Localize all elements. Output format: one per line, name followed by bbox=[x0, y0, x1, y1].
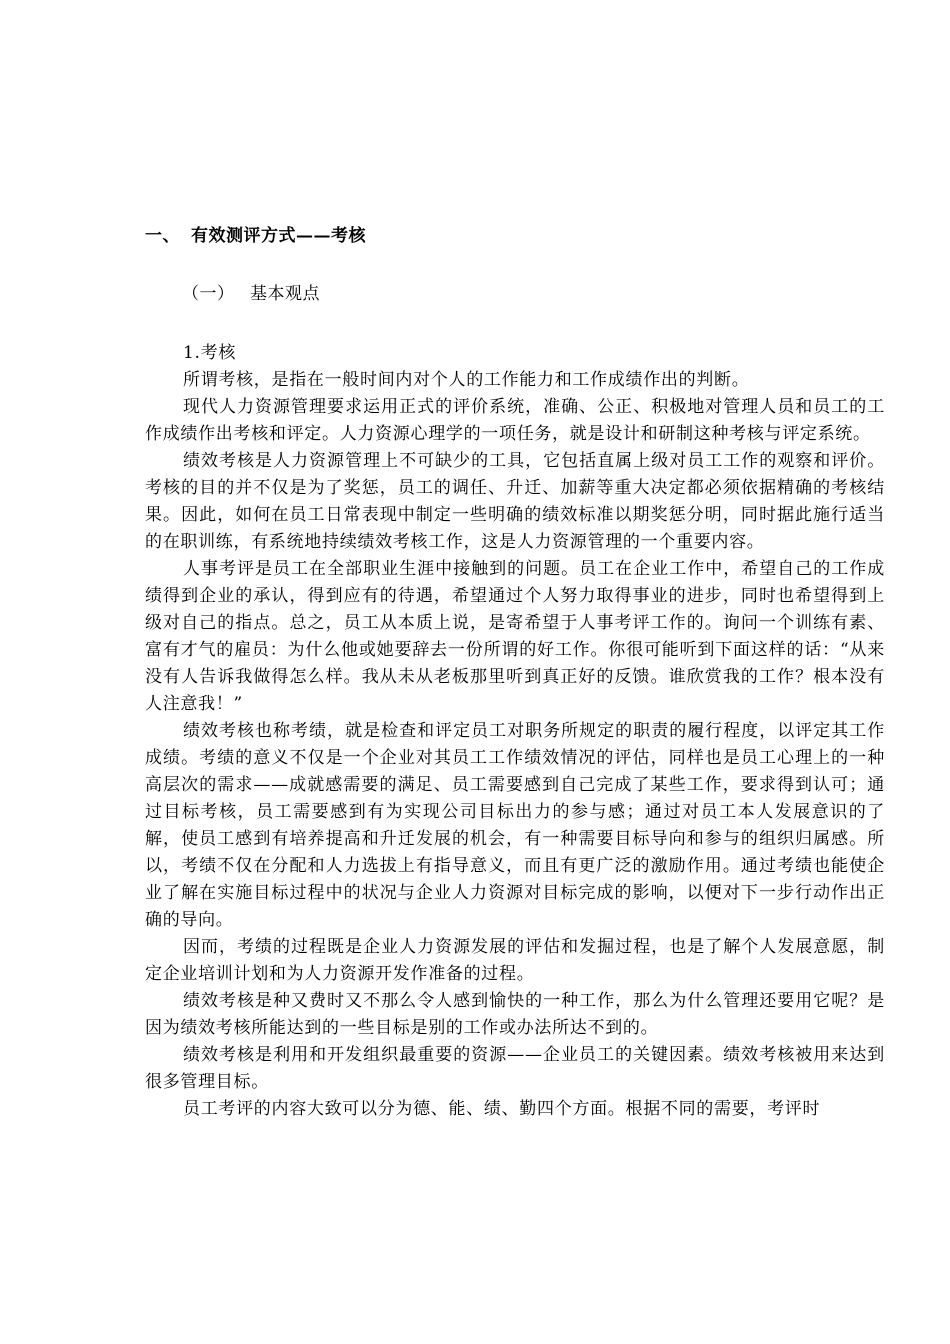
subsection-heading bbox=[182, 282, 320, 306]
section-title: 有效测评方式——考核 bbox=[191, 226, 366, 246]
paragraph-4: 人事考评是员工在全部职业生涯中接触到的问题。员工在企业工作中，希望自己的工作成绩得到企业的承认，得到应有的待遇，希望通过个人努力取得事业的进步，同时也希望得到上级对自己的指点。总之，员工从本质上说，是寄希望于人事考评工作的。询问一个训练有素、富有才气的雇员：为什么他或她要辞去一份所谓的好工作。你很可能听到下面这样的话：“从来没有人告诉我做得怎么样。我从未从老板那里听到真正好的反馈。谁欣赏我的工作？根本没有人注意我！” bbox=[145, 559, 885, 714]
body-text bbox=[145, 340, 885, 1123]
paragraph-1: 所谓考核，是指在一般时间内对个人的工作能力和工作成绩作出的判断。 bbox=[183, 370, 750, 390]
section-number: 一、 bbox=[145, 226, 180, 246]
subsection-title: 基本观点 bbox=[250, 284, 320, 304]
paragraph-9: 员工考评的内容大致可以分为德、能、绩、勤四个方面。根据不同的需要，考评时 bbox=[183, 1099, 821, 1119]
section-heading bbox=[145, 224, 366, 248]
item-title: 1.考核 bbox=[183, 343, 237, 363]
subsection-number: （一） bbox=[182, 284, 235, 304]
paragraph-5: 绩效考核也称考绩，就是检查和评定员工对职务所规定的职责的履行程度，以评定其工作成绩。考绩的意义不仅是一个企业对其员工工作绩效情况的评估，同样也是员工心理上的一种高层次的需求——成就感需要的满足、员工需要感到自己完成了某些工作，要求得到认可；通过目标考核，员工需要感到有为实现公司目标出力的参与感；通过对员工本人发展意识的了解，使员工感到有培养提高和升迁发展的机会，有一种需要目标导向和参与的组织归属感。所以，考绩不仅在分配和人力选拔上有指导意义，而且有更广泛的激励作用。通过考绩也能使企业了解在实施目标过程中的状况与企业人力资源对目标完成的影响，以便对下一步行动作出正确的导向。 bbox=[145, 721, 885, 930]
paragraph-6: 因而，考绩的过程既是企业人力资源发展的评估和发掘过程，也是了解个人发展意愿，制定企业培训计划和为人力资源开发作准备的过程。 bbox=[145, 937, 885, 984]
paragraph-7: 绩效考核是种又费时又不那么令人感到愉快的一种工作，那么为什么管理还要用它呢？是因为绩效考核所能达到的一些目标是别的工作或办法所达不到的。 bbox=[145, 991, 885, 1038]
paragraph-3: 绩效考核是人力资源管理上不可缺少的工具，它包括直属上级对员工工作的观察和评价。考核的目的并不仅是为了奖惩，员工的调任、升迁、加薪等重大决定都必须依据精确的考核结果。因此，如何在员工日常表现中制定一些明确的绩效标准以期奖惩分明，同时据此施行适当的在职训练，有系统地持续绩效考核工作，这是人力资源管理的一个重要内容。 bbox=[145, 451, 885, 552]
paragraph-2: 现代人力资源管理要求运用正式的评价系统，准确、公正、积极地对管理人员和员工的工作成绩作出考核和评定。人力资源心理学的一项任务，就是设计和研制这种考核与评定系统。 bbox=[145, 397, 885, 444]
paragraph-8: 绩效考核是利用和开发组织最重要的资源——企业员工的关键因素。绩效考核被用来达到很多管理目标。 bbox=[145, 1045, 885, 1092]
